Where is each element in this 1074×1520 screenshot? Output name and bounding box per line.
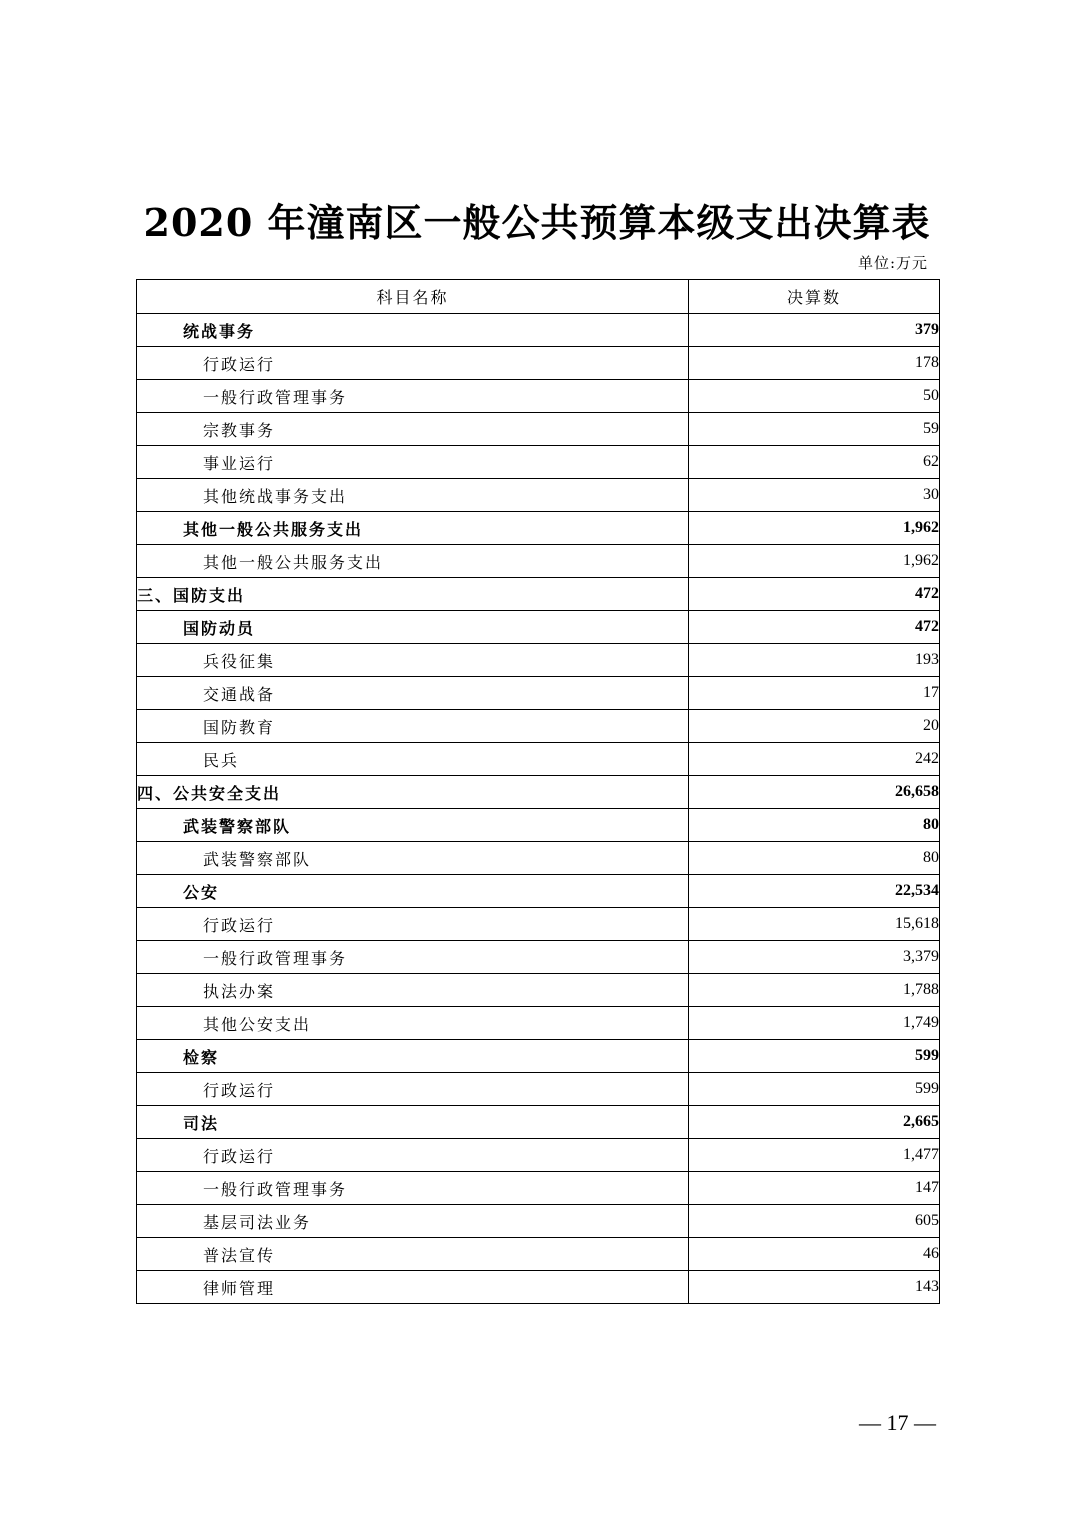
row-subject-name: 武装警察部队 bbox=[137, 842, 689, 875]
page-number: — 17 — bbox=[859, 1410, 936, 1435]
row-subject-name: 事业运行 bbox=[137, 446, 689, 479]
table-row bbox=[137, 1205, 940, 1238]
table-row bbox=[137, 809, 940, 842]
table-row bbox=[137, 1040, 940, 1073]
table-row bbox=[137, 1007, 940, 1040]
row-subject-name: 民兵 bbox=[137, 743, 689, 776]
row-subject-name: 一般行政管理事务 bbox=[137, 1172, 689, 1205]
table-row bbox=[137, 1073, 940, 1106]
table-body bbox=[137, 314, 940, 1304]
table-row bbox=[137, 446, 940, 479]
row-final-amount: 62 bbox=[689, 446, 940, 479]
row-final-amount: 178 bbox=[689, 347, 940, 380]
row-final-amount: 472 bbox=[689, 578, 940, 611]
row-subject-name: 普法宣传 bbox=[137, 1238, 689, 1271]
table-row bbox=[137, 908, 940, 941]
row-final-amount: 242 bbox=[689, 743, 940, 776]
row-subject-name: 宗教事务 bbox=[137, 413, 689, 446]
table-row bbox=[137, 1238, 940, 1271]
table-row bbox=[137, 842, 940, 875]
row-subject-name: 其他一般公共服务支出 bbox=[137, 512, 689, 545]
row-final-amount: 46 bbox=[689, 1238, 940, 1271]
header-final-amount: 决算数 bbox=[689, 280, 940, 314]
row-subject-name: 检察 bbox=[137, 1040, 689, 1073]
table-row bbox=[137, 974, 940, 1007]
unit-label: 单位:万元 bbox=[857, 254, 928, 272]
row-subject-name: 武装警察部队 bbox=[137, 809, 689, 842]
row-subject-name: 其他公安支出 bbox=[137, 1007, 689, 1040]
row-subject-name: 国防动员 bbox=[137, 611, 689, 644]
row-final-amount: 30 bbox=[689, 479, 940, 512]
row-final-amount: 1,749 bbox=[689, 1007, 940, 1040]
table-row bbox=[137, 413, 940, 446]
row-subject-name: 行政运行 bbox=[137, 1139, 689, 1172]
table-row bbox=[137, 743, 940, 776]
row-subject-name: 行政运行 bbox=[137, 908, 689, 941]
row-subject-name: 四、公共安全支出 bbox=[137, 776, 689, 809]
row-final-amount: 379 bbox=[689, 314, 940, 347]
row-final-amount: 80 bbox=[689, 809, 940, 842]
row-final-amount: 1,962 bbox=[689, 545, 940, 578]
row-final-amount: 20 bbox=[689, 710, 940, 743]
row-subject-name: 执法办案 bbox=[137, 974, 689, 1007]
table-row bbox=[137, 710, 940, 743]
row-final-amount: 59 bbox=[689, 413, 940, 446]
row-final-amount: 22,534 bbox=[689, 875, 940, 908]
table-row bbox=[137, 644, 940, 677]
row-subject-name: 三、国防支出 bbox=[137, 578, 689, 611]
table-row bbox=[137, 677, 940, 710]
table-row bbox=[137, 875, 940, 908]
row-final-amount: 1,962 bbox=[689, 512, 940, 545]
row-final-amount: 605 bbox=[689, 1205, 940, 1238]
row-subject-name: 国防教育 bbox=[137, 710, 689, 743]
table-row bbox=[137, 1106, 940, 1139]
header-subject-name: 科目名称 bbox=[137, 280, 689, 314]
row-subject-name: 其他统战事务支出 bbox=[137, 479, 689, 512]
row-final-amount: 15,618 bbox=[689, 908, 940, 941]
table-row bbox=[137, 941, 940, 974]
row-subject-name: 基层司法业务 bbox=[137, 1205, 689, 1238]
table-row bbox=[137, 479, 940, 512]
table-header-row bbox=[137, 280, 940, 314]
row-subject-name: 律师管理 bbox=[137, 1271, 689, 1304]
row-final-amount: 599 bbox=[689, 1040, 940, 1073]
table-row bbox=[137, 380, 940, 413]
table-row bbox=[137, 1172, 940, 1205]
table-row bbox=[137, 611, 940, 644]
table-row bbox=[137, 776, 940, 809]
row-subject-name: 一般行政管理事务 bbox=[137, 941, 689, 974]
row-subject-name: 公安 bbox=[137, 875, 689, 908]
row-final-amount: 143 bbox=[689, 1271, 940, 1304]
table-row bbox=[137, 1139, 940, 1172]
row-final-amount: 599 bbox=[689, 1073, 940, 1106]
row-subject-name: 一般行政管理事务 bbox=[137, 380, 689, 413]
row-final-amount: 80 bbox=[689, 842, 940, 875]
table-row bbox=[137, 578, 940, 611]
row-subject-name: 行政运行 bbox=[137, 1073, 689, 1106]
table-row bbox=[137, 314, 940, 347]
row-final-amount: 1,477 bbox=[689, 1139, 940, 1172]
row-subject-name: 统战事务 bbox=[137, 314, 689, 347]
row-final-amount: 17 bbox=[689, 677, 940, 710]
row-final-amount: 472 bbox=[689, 611, 940, 644]
table-row bbox=[137, 545, 940, 578]
row-final-amount: 26,658 bbox=[689, 776, 940, 809]
row-subject-name: 交通战备 bbox=[137, 677, 689, 710]
row-final-amount: 1,788 bbox=[689, 974, 940, 1007]
page-title: 2020 年潼南区一般公共预算本级支出决算表 bbox=[143, 200, 931, 245]
table-row bbox=[137, 1271, 940, 1304]
row-subject-name: 司法 bbox=[137, 1106, 689, 1139]
row-subject-name: 其他一般公共服务支出 bbox=[137, 545, 689, 578]
budget-table bbox=[136, 279, 940, 1304]
row-final-amount: 50 bbox=[689, 380, 940, 413]
row-subject-name: 行政运行 bbox=[137, 347, 689, 380]
row-final-amount: 3,379 bbox=[689, 941, 940, 974]
row-final-amount: 147 bbox=[689, 1172, 940, 1205]
row-subject-name: 兵役征集 bbox=[137, 644, 689, 677]
row-final-amount: 2,665 bbox=[689, 1106, 940, 1139]
table-row bbox=[137, 512, 940, 545]
row-final-amount: 193 bbox=[689, 644, 940, 677]
table-row bbox=[137, 347, 940, 380]
